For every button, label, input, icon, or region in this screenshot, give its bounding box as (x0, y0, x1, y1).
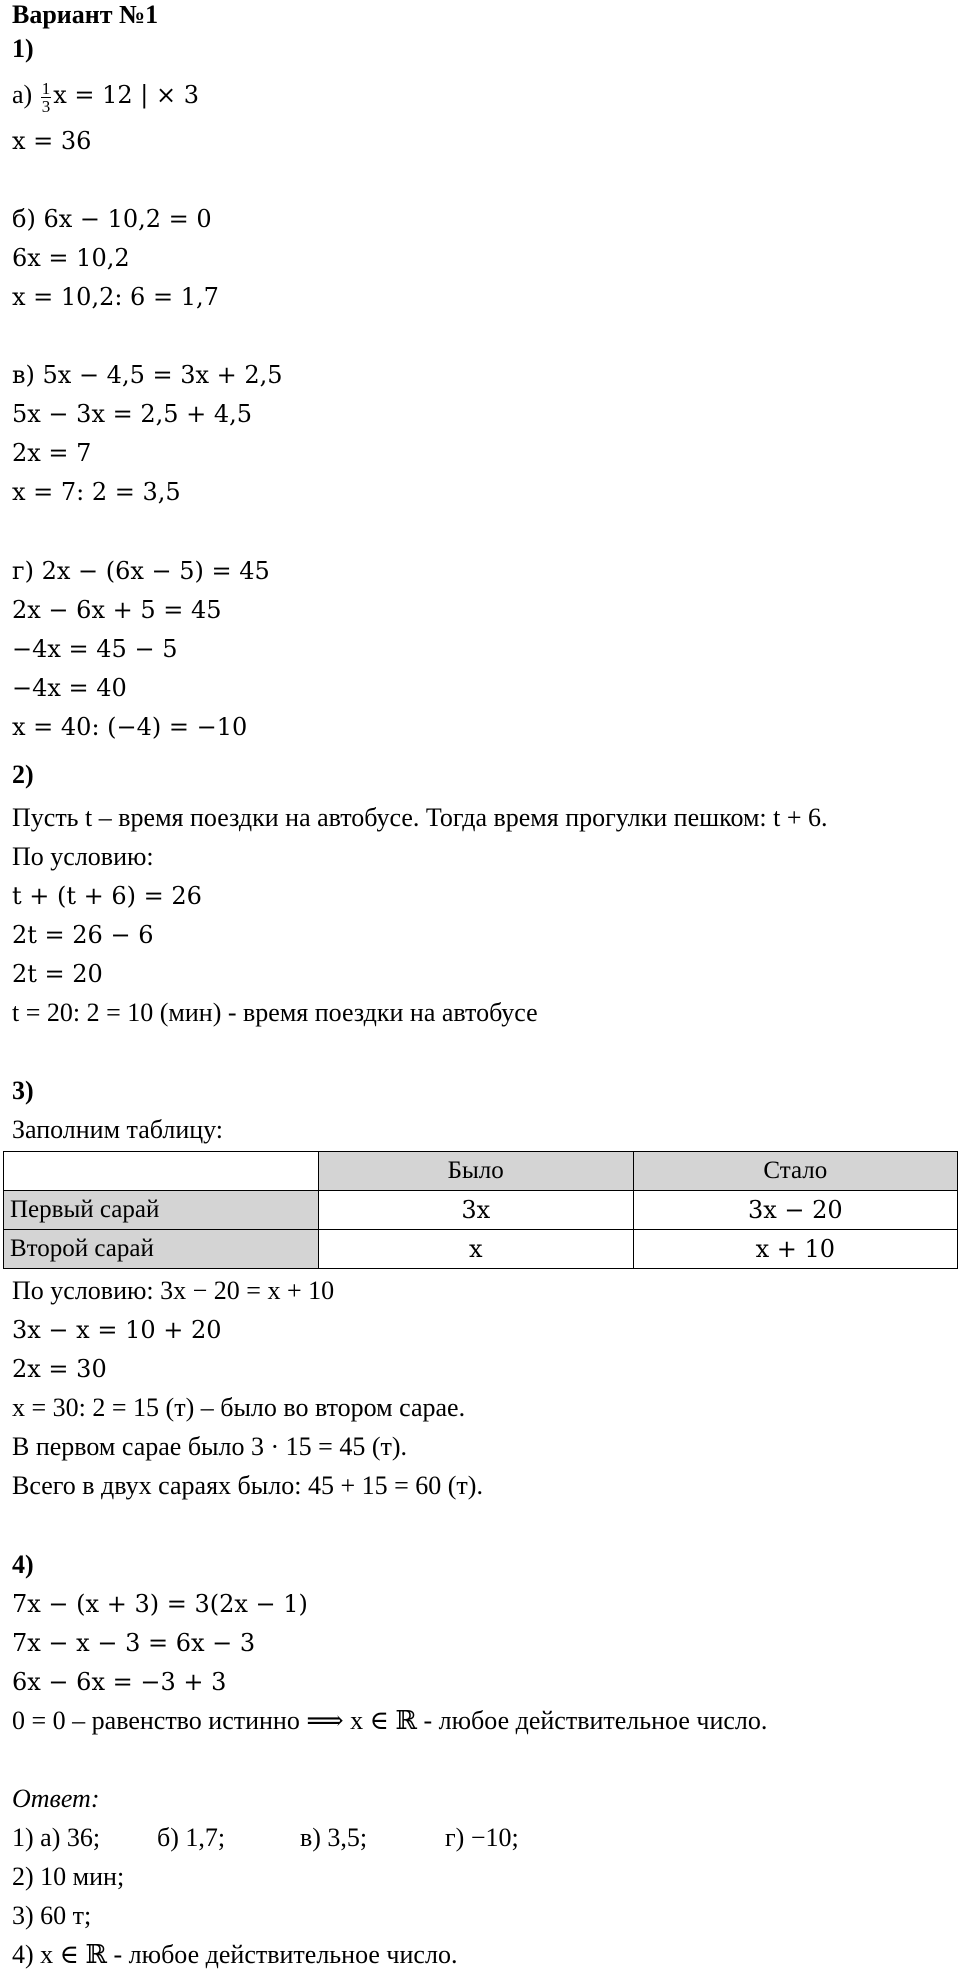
task1-v-step: 2x = 7 (12, 439, 92, 467)
task2-line: По условию: (12, 842, 154, 871)
table-header-row (4, 1152, 958, 1191)
task2-heading: 2) (12, 760, 34, 789)
task2-line: 2t = 26 − 6 (12, 921, 154, 949)
table-row (4, 1191, 958, 1230)
answer-part-1g: г) −10; (445, 1823, 519, 1852)
fraction (41, 80, 52, 115)
table-row (4, 1230, 958, 1269)
answer-line: 3) 60 т; (12, 1901, 92, 1930)
task1-g-step: −4x = 45 − 5 (12, 635, 178, 663)
task2-line: 2t = 20 (12, 960, 103, 988)
task1-g-step: 2x − 6x + 5 = 45 (12, 596, 222, 624)
task3-line: 2x = 30 (12, 1355, 107, 1383)
task1-v-step: 5x − 3x = 2,5 + 4,5 (12, 400, 253, 428)
table-header-cell (4, 1152, 319, 1191)
task3-line: 3x − x = 10 + 20 (12, 1316, 222, 1344)
task3-line: В первом сарае было 3 · 15 = 45 (т). (12, 1432, 408, 1461)
task1-g-step: x = 40: (−4) = −10 (12, 713, 248, 741)
task1-b-equation: б) 6x − 10,2 = 0 (12, 205, 212, 233)
table-row-label: Первый сарай (4, 1191, 319, 1230)
table-cell: 3x (318, 1191, 633, 1230)
task2-line: t = 20: 2 = 10 (мин) - время поездки на автобусе (12, 998, 538, 1027)
answer-part-1b: б) 1,7; (157, 1823, 226, 1852)
task1-v-equation: в) 5x − 4,5 = 3x + 2,5 (12, 361, 283, 389)
answer-part-1a: 1) а) 36; (12, 1823, 101, 1852)
table-cell: 3x − 20 (633, 1191, 957, 1230)
task4-line: 7x − x − 3 = 6x − 3 (12, 1629, 256, 1657)
answer-label: Ответ: (12, 1784, 100, 1813)
task1-b-step: 6x = 10,2 (12, 244, 130, 272)
task1-a-equation (12, 78, 199, 116)
answer-line (12, 1821, 612, 1855)
task3-intro: Заполним таблицу: (12, 1115, 224, 1144)
task3-line: По условию: 3x − 20 = x + 10 (12, 1276, 335, 1305)
document-title: Вариант №1 (12, 0, 159, 29)
task4-heading: 4) (12, 1550, 34, 1579)
task1-b-step: x = 10,2: 6 = 1,7 (12, 283, 219, 311)
fraction-denominator: 3 (41, 96, 51, 116)
answer-part-1v: в) 3,5; (300, 1823, 368, 1852)
task1-a-equation-rest: x = 12 | × 3 (53, 81, 199, 109)
task1-a-label: а) (12, 80, 33, 109)
table-header-cell: Стало (633, 1152, 957, 1191)
barn-table (3, 1151, 958, 1269)
task1-g-equation: г) 2x − (6x − 5) = 45 (12, 557, 270, 585)
fraction-numerator: 1 (41, 78, 51, 98)
task4-line: 0 = 0 – равенство истинно ⟹ x ∈ ℝ - любое действительное число. (12, 1706, 768, 1735)
table-cell: x (318, 1230, 633, 1269)
task3-line: Всего в двух сараях было: 45 + 15 = 60 (т). (12, 1471, 483, 1500)
task1-v-step: x = 7: 2 = 3,5 (12, 478, 181, 506)
answer-line: 4) x ∈ ℝ - любое действительное число. (12, 1940, 458, 1969)
task4-line: 7x − (x + 3) = 3(2x − 1) (12, 1590, 308, 1618)
task4-line: 6x − 6x = −3 + 3 (12, 1668, 227, 1696)
task2-line: Пусть t – время поездки на автобусе. Тогда время прогулки пешком: t + 6. (12, 803, 828, 832)
task1-heading: 1) (12, 34, 34, 63)
task3-line: x = 30: 2 = 15 (т) – было во втором сарае. (12, 1393, 466, 1422)
table-cell: x + 10 (633, 1230, 957, 1269)
answer-line: 2) 10 мин; (12, 1862, 125, 1891)
task1-g-step: −4x = 40 (12, 674, 127, 702)
task2-line: t + (t + 6) = 26 (12, 882, 202, 910)
table-header-cell: Было (318, 1152, 633, 1191)
task3-heading: 3) (12, 1076, 34, 1105)
table-row-label: Второй сарай (4, 1230, 319, 1269)
task1-a-step: x = 36 (12, 127, 92, 155)
